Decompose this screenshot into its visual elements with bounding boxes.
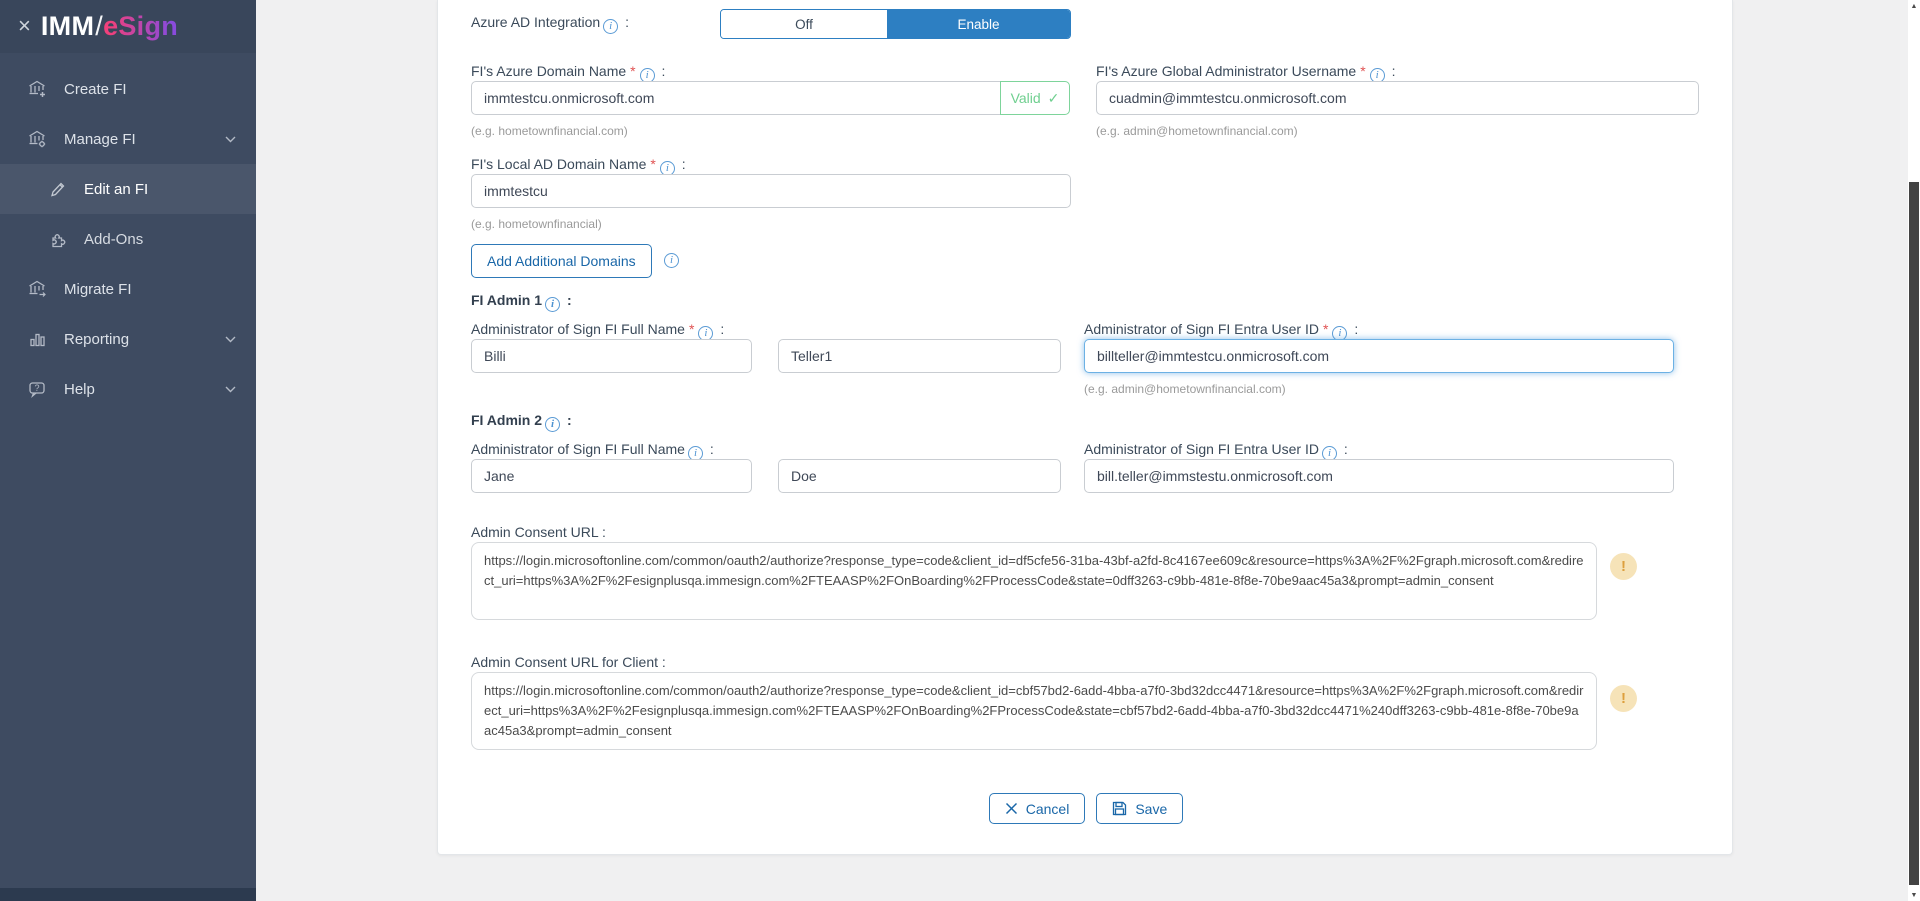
- warning-icon[interactable]: !: [1610, 553, 1637, 580]
- info-icon[interactable]: i: [1322, 446, 1337, 461]
- valid-status-badge: Valid ✓: [1000, 81, 1070, 115]
- admin-consent-url-field[interactable]: https://login.microsoftonline.com/common/oauth2/authorize?response_type=code&client_id=df5cfe56-31ba-43bf-a2fd-8c4167ee609c&resource=https%3A%2F%2Fgraph.microsoft.com&redirect_uri=https%3A%2F%2Fesignplusqa.immesign.com%2FTEAASP%2FOnBoarding%2FProcessCode&state=0dff3263-c9bb-481e-8f8e-70be9aac45a3&prompt=admin_consent: [471, 542, 1597, 620]
- sidebar-item-label: Add-Ons: [84, 230, 144, 248]
- scroll-up-icon[interactable]: ▲: [1910, 3, 1918, 10]
- vertical-scrollbar[interactable]: [1908, 0, 1920, 901]
- admin1-entra-id-hint: (e.g. admin@hometownfinancial.com): [1084, 382, 1286, 396]
- info-icon[interactable]: i: [545, 297, 560, 312]
- admin2-last-name-input[interactable]: [778, 459, 1061, 493]
- required-asterisk: *: [1322, 321, 1329, 337]
- info-icon[interactable]: i: [660, 161, 675, 176]
- admin2-full-name-label: Administrator of Sign FI Full Name i :: [471, 441, 714, 459]
- sidebar-item-label: Reporting: [64, 330, 130, 348]
- local-domain-input[interactable]: [471, 174, 1071, 208]
- sidebar-item-edit-an-fi[interactable]: [0, 164, 256, 214]
- chevron-down-icon: [225, 386, 236, 393]
- sidebar-header: [0, 0, 256, 53]
- logo-slash: /: [95, 11, 104, 41]
- required-asterisk: *: [650, 156, 656, 172]
- fi-admin-2-heading: FI Admin 2 i :: [471, 412, 572, 430]
- edit-fi-form-panel: [437, 0, 1733, 855]
- sidebar-item-help[interactable]: [0, 364, 256, 414]
- info-icon[interactable]: i: [545, 417, 560, 432]
- puzzle-icon: [46, 230, 68, 249]
- add-additional-domains-button[interactable]: Add Additional Domains: [471, 244, 652, 278]
- global-admin-username-hint: (e.g. admin@hometownfinancial.com): [1096, 124, 1298, 138]
- admin-consent-url-label: Admin Consent URL :: [471, 524, 606, 540]
- azure-ad-integration-label: Azure AD Integration i :: [471, 14, 629, 32]
- global-admin-username-input[interactable]: [1096, 81, 1699, 115]
- info-icon[interactable]: i: [664, 253, 679, 268]
- info-icon[interactable]: i: [640, 68, 655, 83]
- sidebar-footer: [0, 888, 256, 901]
- local-domain-label: FI's Local AD Domain Name * i :: [471, 156, 686, 174]
- admin1-entra-id-label: Administrator of Sign FI Entra User ID * i :: [1084, 321, 1359, 339]
- bank-plus-icon: [26, 79, 48, 99]
- sidebar-item-label: Help: [64, 380, 95, 398]
- fi-admin-1-heading: FI Admin 1 i :: [471, 292, 572, 310]
- bank-arrow-icon: [26, 279, 48, 299]
- sidebar-item-label: Create FI: [64, 80, 127, 98]
- sidebar-item-create-fi[interactable]: [0, 64, 256, 114]
- sidebar-item-add-ons[interactable]: [0, 214, 256, 264]
- azure-ad-toggle: [720, 9, 1071, 39]
- check-icon: ✓: [1047, 89, 1060, 106]
- admin1-last-name-input[interactable]: [778, 339, 1061, 373]
- admin-consent-url-client-field[interactable]: https://login.microsoftonline.com/common/oauth2/authorize?response_type=code&client_id=cbf57bd2-6add-4bba-a7f0-3bd32dcc4471&resource=https%3A%2F%2Fgraph.microsoft.com&redirect_uri=https%3A%2F%2Fesignplusqa.immesign.com%2FTEAASP%2FOnBoarding%2FProcessCode&state=cbf57bd2-6add-4bba-a7f0-3bd32dcc4471%240dff3263-c9bb-481e-8f8e-70be9aac45a3&prompt=admin_consent: [471, 672, 1597, 750]
- cancel-button[interactable]: Cancel: [989, 793, 1086, 824]
- toggle-off-option[interactable]: Off: [721, 10, 887, 38]
- bank-gear-icon: [26, 129, 48, 149]
- info-icon[interactable]: i: [1370, 68, 1385, 83]
- scrollbar-thumb[interactable]: [1909, 182, 1919, 885]
- app-logo: [41, 11, 178, 42]
- close-icon[interactable]: ×: [18, 12, 31, 38]
- admin1-first-name-input[interactable]: [471, 339, 752, 373]
- save-disk-icon: [1112, 801, 1127, 816]
- warning-icon[interactable]: !: [1610, 685, 1637, 712]
- azure-domain-hint: (e.g. hometownfinancial.com): [471, 124, 628, 138]
- info-icon[interactable]: i: [1332, 326, 1347, 341]
- azure-domain-label: FI's Azure Domain Name * i :: [471, 63, 666, 81]
- global-admin-username-label: FI's Azure Global Administrator Username * i :: [1096, 63, 1396, 81]
- sidebar-item-migrate-fi[interactable]: [0, 264, 256, 314]
- info-icon[interactable]: i: [698, 326, 713, 341]
- save-button[interactable]: Save: [1096, 793, 1183, 824]
- sidebar-item-label: Edit an FI: [84, 180, 149, 198]
- pencil-icon: [46, 180, 68, 199]
- azure-domain-input[interactable]: [471, 81, 1001, 115]
- bar-chart-icon: [26, 330, 48, 349]
- admin2-entra-id-label: Administrator of Sign FI Entra User ID i :: [1084, 441, 1348, 459]
- sidebar-item-label: Manage FI: [64, 130, 136, 148]
- sidebar-item-reporting[interactable]: [0, 314, 256, 364]
- admin2-first-name-input[interactable]: [471, 459, 752, 493]
- admin2-entra-id-input[interactable]: [1084, 459, 1674, 493]
- svg-text:?: ?: [34, 383, 40, 393]
- info-icon[interactable]: i: [603, 19, 618, 34]
- sidebar-item-label: Migrate FI: [64, 280, 132, 298]
- info-icon[interactable]: i: [688, 446, 703, 461]
- admin1-entra-id-input[interactable]: [1084, 339, 1674, 373]
- local-domain-hint: (e.g. hometownfinancial): [471, 217, 602, 231]
- sidebar-item-manage-fi[interactable]: [0, 114, 256, 164]
- logo-esign: eSign: [103, 11, 179, 41]
- form-actions: [438, 793, 1734, 824]
- admin-consent-url-client-label: Admin Consent URL for Client :: [471, 654, 666, 670]
- chevron-down-icon: [225, 336, 236, 343]
- required-asterisk: *: [630, 63, 636, 79]
- required-asterisk: *: [688, 321, 695, 337]
- scroll-down-icon[interactable]: ▼: [1910, 892, 1918, 899]
- admin1-full-name-label: Administrator of Sign FI Full Name * i :: [471, 321, 725, 339]
- logo-imm: IMM: [40, 11, 95, 41]
- toggle-enable-option[interactable]: Enable: [887, 10, 1070, 38]
- required-asterisk: *: [1360, 63, 1366, 79]
- sidebar-nav: [0, 53, 256, 414]
- help-bubble-icon: [26, 379, 48, 399]
- sidebar: [0, 0, 256, 901]
- chevron-down-icon: [225, 136, 236, 143]
- x-icon: [1005, 802, 1018, 815]
